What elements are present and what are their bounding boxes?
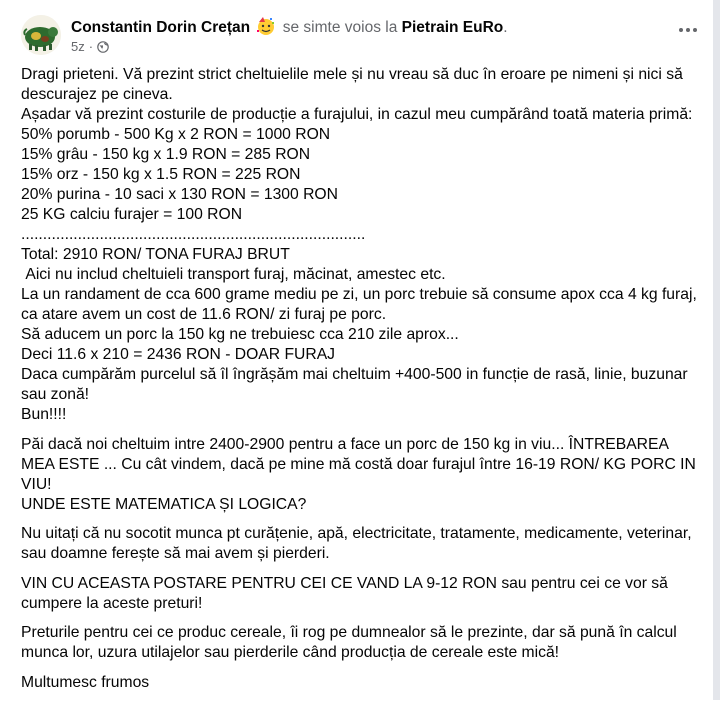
text-line: Total: 2910 RON/ TONA FURAJ BRUT [21, 246, 290, 263]
text-line: Să aducem un porc la 150 kg ne trebuiesc cca 210 zile aprox... [21, 326, 459, 343]
paragraph [21, 435, 702, 515]
feeling-text: se simte voios la [282, 19, 398, 36]
text-line: Preturile pentru cei ce produc cereale, îi rog pe dumnealor să le prezinte, dar să pună în calcul munca lor, uzura utilajelor sau pierderile când producția de cereale este mică! [21, 624, 682, 661]
location-link[interactable]: Pietrain EuRo [401, 19, 504, 36]
post-header [21, 10, 720, 60]
text-line: Daca cumpărăm purcelul să îl îngrășăm mai cheltuim +400-500 in funcție de rasă, linie, buzunar sau zonă! [21, 366, 692, 403]
paragraph [21, 65, 702, 425]
more-dot [686, 28, 690, 32]
post-body [21, 65, 702, 702]
more-options-button[interactable] [674, 20, 702, 40]
feed-edge [713, 0, 720, 700]
text-line: Așadar vă prezint costurile de producție a furajului, in cazul meu cumpărând toată materia primă: [21, 106, 693, 123]
author-name[interactable]: Constantin Dorin Crețan [71, 19, 251, 36]
paragraph [21, 623, 702, 663]
text-line: VIN CU ACEASTA POSTARE PENTRU CEI CE VAND LA 9-12 RON sau pentru cei ce vor să cumpere la aceste preturi! [21, 574, 673, 612]
paragraph [21, 524, 702, 564]
text-line: ............................................................................... [21, 226, 366, 243]
post-title-line [71, 16, 508, 38]
text-line: La un randament de cca 600 grame mediu pe zi, un porc trebuie să consume apox cca 4 kg furaj, ca atare avem un cost de 11.6 RON/ zi furaj pe porc. [21, 286, 702, 323]
text-line: Păi dacă noi cheltuim intre 2400-2900 pentru a face un porc de 150 kg in viu... ÎNTREBAREA MEA ESTE ... Cu cât vindem, dacă pe mine mă costă doar furajul între 16-19 RON/ KG PORC IN VIU! [21, 435, 701, 493]
post-time[interactable]: 5z [71, 39, 85, 54]
text-line: Bun!!!! [21, 406, 67, 423]
text-line: Multumesc frumos [21, 673, 150, 691]
text-line: 50% porumb - 500 Kg x 2 RON = 1000 RON [21, 126, 331, 143]
text-line: 25 KG calciu furajer = 100 RON [21, 206, 243, 223]
paragraph [21, 673, 702, 693]
location-suffix: . [503, 19, 508, 36]
meta-separator: · [88, 39, 94, 54]
text-line: UNDE ESTE MATEMATICA ȘI LOGICA? [21, 495, 307, 513]
globe-icon [97, 41, 109, 53]
more-dot [679, 28, 683, 32]
paragraph [21, 574, 702, 614]
post-meta [71, 39, 109, 55]
text-line: 20% purina - 10 saci x 130 RON = 1300 RON [21, 186, 338, 203]
pig-logo-icon [21, 15, 61, 55]
text-line: 15% grâu - 150 kg x 1.9 RON = 285 RON [21, 146, 311, 163]
text-line: Aici nu includ cheltuieli transport furaj, măcinat, amestec etc. [21, 266, 446, 283]
text-line: Nu uitați că nu socotit munca pt curățenie, apă, electricitate, tratamente, medicamente, veterinar, sau doamne ferește să mai avem și pierderi. [21, 525, 696, 562]
text-line: 15% orz - 150 kg x 1.5 RON = 225 RON [21, 166, 301, 183]
avatar[interactable] [21, 15, 61, 55]
text-line: Dragi prieteni. Vă prezint strict cheltuielile mele și nu vreau să duc în eroare pe nimeni și nici să descurajez pe cineva. [21, 66, 688, 103]
party-face-emoji-icon [256, 16, 276, 36]
more-dot [693, 28, 697, 32]
text-line: Deci 11.6 x 210 = 2436 RON - DOAR FURAJ [21, 346, 336, 363]
